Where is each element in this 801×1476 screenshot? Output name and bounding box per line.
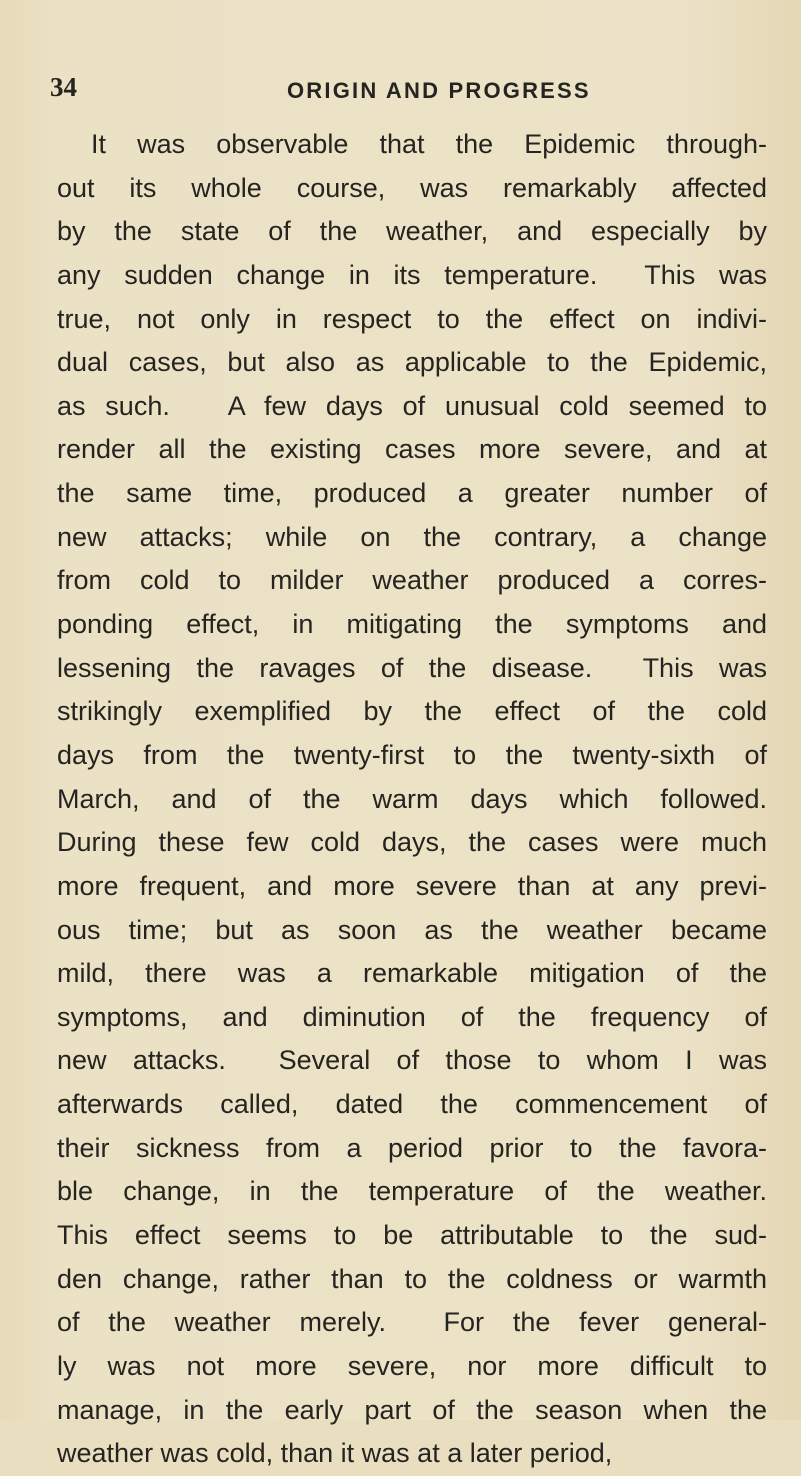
- text-line: new attacks. Several of those to whom I was: [57, 1045, 767, 1076]
- text-line: new attacks; while on the contrary, a change: [57, 521, 767, 552]
- text-line: ponding effect, in mitigating the symptoms and: [57, 609, 767, 640]
- text-line: mild, there was a remarkable mitigation of the: [57, 958, 767, 989]
- text-line: afterwards called, dated the commencement of: [57, 1089, 767, 1120]
- text-line: out its whole course, was remarkably affected: [57, 172, 767, 203]
- text-line: strikingly exemplified by the effect of the cold: [57, 696, 767, 727]
- running-head: [50, 72, 751, 112]
- text-line: days from the twenty-first to the twenty-sixth of: [57, 739, 767, 770]
- text-line: ble change, in the temperature of the weather.: [57, 1176, 767, 1207]
- text-line: render all the existing cases more severe, and at: [57, 434, 767, 465]
- running-title: ORIGIN AND PROGRESS: [287, 78, 591, 103]
- text-line: the same time, produced a greater number of: [57, 478, 767, 509]
- text-line: manage, in the early part of the season when the: [57, 1394, 767, 1425]
- text-line: ous time; but as soon as the weather became: [57, 914, 767, 945]
- text-line: as such. A few days of unusual cold seemed to: [57, 390, 767, 421]
- text-line: During these few cold days, the cases were much: [57, 827, 767, 858]
- page-number: 34: [50, 72, 77, 102]
- text-line: by the state of the weather, and especially by: [57, 216, 767, 247]
- text-line: March, and of the warm days which followed.: [57, 783, 767, 814]
- text-line: symptoms, and diminution of the frequency of: [57, 1001, 767, 1032]
- text-line: their sickness from a period prior to the favora-: [57, 1132, 767, 1163]
- text-line: This effect seems to be attributable to the sud-: [57, 1220, 767, 1251]
- text-line: dual cases, but also as applicable to the Epidemic,: [57, 347, 767, 378]
- text-line: ly was not more severe, nor more difficult to: [57, 1350, 767, 1381]
- text-line: true, not only in respect to the effect on indivi-: [57, 303, 767, 334]
- text-line: from cold to milder weather produced a corres-: [57, 565, 767, 596]
- text-line: any sudden change in its temperature. This was: [57, 259, 767, 290]
- body-paragraph: [57, 123, 767, 1476]
- text-line: of the weather merely. For the fever general-: [57, 1307, 767, 1338]
- text-line: lessening the ravages of the disease. This was: [57, 652, 767, 683]
- text-line: It was observable that the Epidemic through-: [91, 129, 767, 159]
- text-line: weather was cold, than it was at a later period,: [57, 1438, 613, 1469]
- text-line: den change, rather than to the coldness or warmth: [57, 1263, 767, 1294]
- text-line: more frequent, and more severe than at any previ-: [57, 870, 767, 901]
